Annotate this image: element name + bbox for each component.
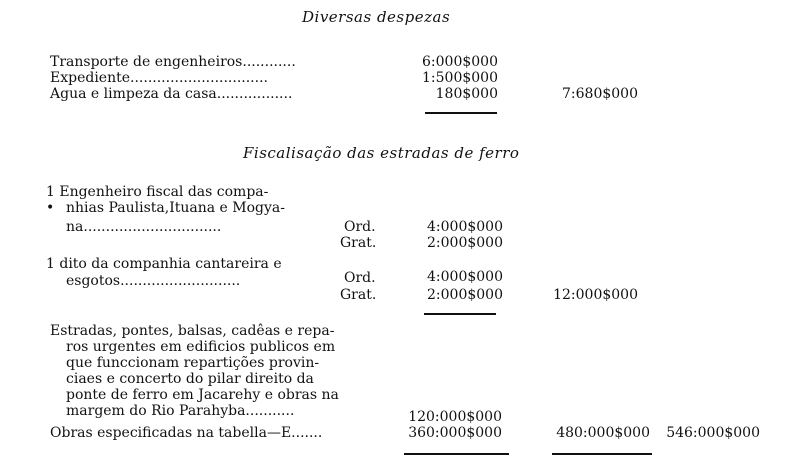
row-label-transporte: Transporte de engenheiros............	[50, 54, 296, 70]
section3-amount-1: 120:000$000	[408, 409, 502, 425]
sum-rule	[425, 112, 497, 114]
section-total-fiscalisacao: 12:000$000	[553, 287, 638, 303]
section3-line-5: ponte de ferro em Jacarehy e obras na	[66, 387, 339, 403]
section3-line-3: que funccionam repartições provin-	[66, 355, 320, 371]
item1-line-2: nhias Paulista,Ituana e Mogya-	[66, 200, 285, 216]
section-title-fiscalisacao: Fiscalisação das estradas de ferro	[243, 144, 520, 162]
section3-line-1: Estradas, pontes, balsas, cadêas e repa-	[50, 323, 335, 339]
item2-line-2: esgotos...........................	[66, 273, 241, 289]
sum-rule	[404, 453, 509, 455]
section3-line-2: ros urgentes em edificios publicos em	[66, 339, 336, 355]
section3-line-4: ciaes e concerto do pilar direito da	[66, 371, 314, 387]
item1-line-3: na...............................	[66, 219, 222, 235]
section3-amount-2: 360:000$000	[408, 425, 502, 441]
section-total-diversas: 7:680$000	[562, 86, 638, 102]
row-label-agua: Agua e limpeza da casa.................	[50, 86, 293, 102]
item1-ord-label: Ord.	[344, 219, 376, 235]
row-amount-expediente: 1:500$000	[422, 70, 498, 86]
item2-line-1: 1 dito da companhia cantareira e	[46, 256, 282, 272]
section3-subtotal: 480:000$000	[556, 425, 650, 441]
item1-grat-label: Grat.	[340, 235, 377, 251]
sum-rule	[424, 313, 496, 315]
item1-line-1: 1 Engenheiro fiscal das compa-	[46, 184, 269, 200]
row-amount-transporte: 6:000$000	[422, 54, 498, 70]
row-label-expediente: Expediente...............................	[50, 70, 268, 86]
item2-ord-amount: 4:000$000	[427, 269, 503, 285]
section3-grand-total: 546:000$000	[666, 425, 760, 441]
item1-ord-amount: 4:000$000	[427, 219, 503, 235]
item1-bullet: •	[46, 200, 55, 216]
item2-ord-label: Ord.	[344, 270, 376, 286]
sum-rule	[552, 453, 652, 455]
item2-grat-label: Grat.	[340, 287, 377, 303]
section-title-diversas-despezas: Diversas despezas	[302, 8, 451, 26]
row-amount-agua: 180$000	[435, 86, 498, 102]
item2-grat-amount: 2:000$000	[427, 287, 503, 303]
section3-line-6: margem do Rio Parahyba...........	[66, 403, 295, 419]
section3-last-label: Obras especificadas na tabella—E.......	[50, 425, 323, 441]
item1-grat-amount: 2:000$000	[427, 235, 503, 251]
